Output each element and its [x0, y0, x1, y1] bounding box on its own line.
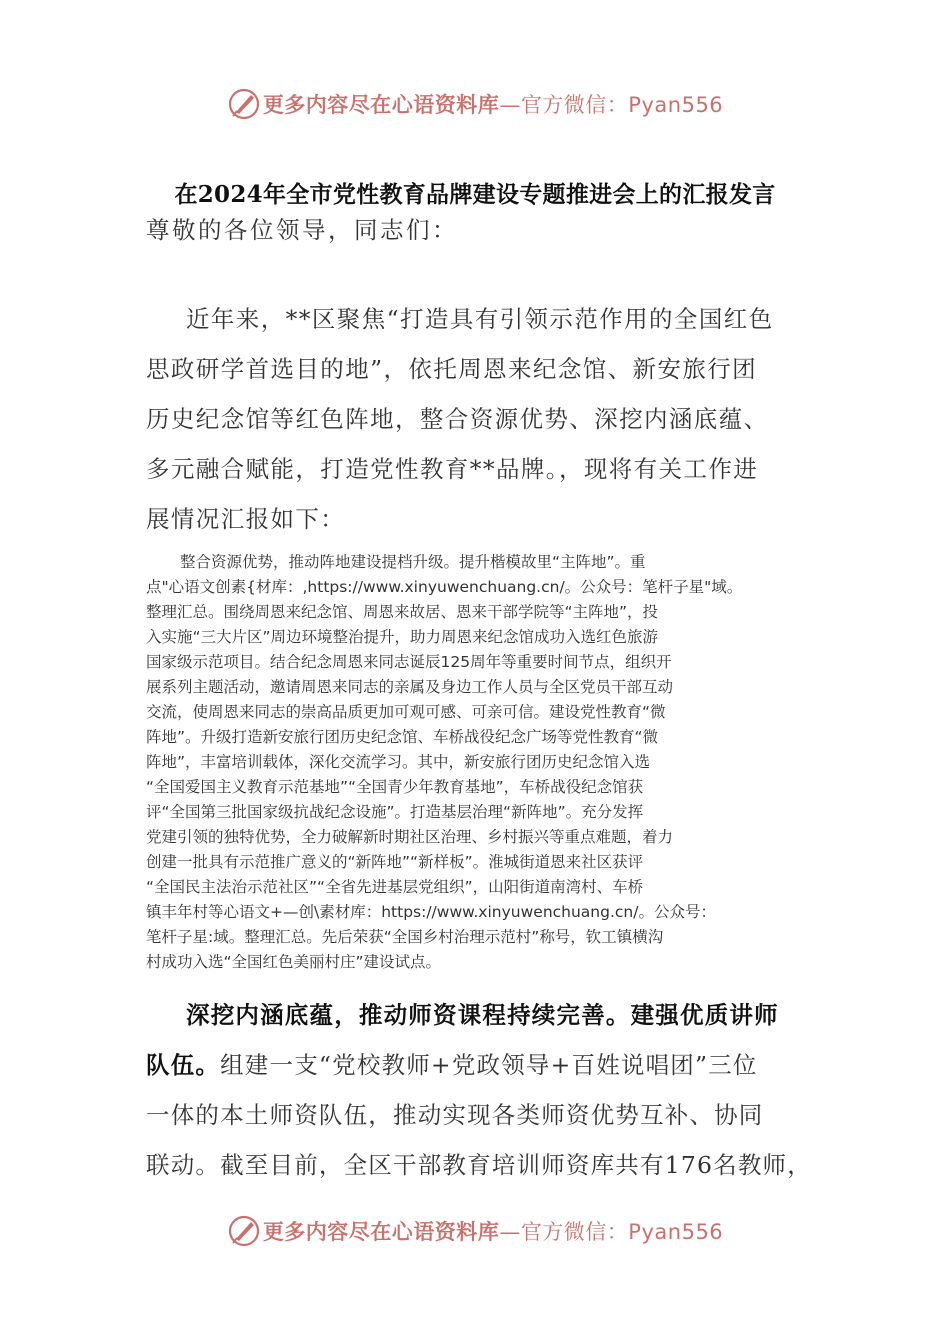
intro-line: 历史纪念馆等红色阵地，整合资源优势、深挖内涵底蕴、	[146, 405, 769, 433]
footer-banner	[0, 1211, 950, 1251]
intro-paragraph	[146, 294, 806, 544]
section-1-line: 党建引领的独特优势，全力破解新时期社区治理、乡村振兴等重点难题，着力	[146, 828, 674, 846]
section-1-line: 入实施“三大片区”周边环境整治提升，助力周恩来纪念馆成功入选红色旅游	[146, 628, 659, 646]
intro-line: 思政研学首选目的地”，依托周恩来纪念馆、新安旅行团	[146, 355, 758, 383]
section-1-line: 村成功入选“全国红色美丽村庄”建设试点。	[146, 953, 442, 971]
section-2-line: 联动。截至目前，全区干部教育培训师资库共有176名教师，	[146, 1151, 812, 1179]
banner-text: 更多内容尽在心语资料库—官方微信：Pyan556	[262, 1219, 724, 1244]
section-1-line: “全国爱国主义教育示范基地”“全国青少年教育基地”，车桥战役纪念馆获	[146, 778, 644, 796]
banner-text: 更多内容尽在心语资料库—官方微信：Pyan556	[262, 92, 724, 117]
section-1-line: 评“全国第三批国家级抗战纪念设施”。打造基层治理“新阵地”。充分发挥	[146, 803, 644, 821]
section-2-paragraph	[146, 990, 812, 1190]
section-1-line: 整理汇总。围绕周恩来纪念馆、周恩来故居、恩来干部学院等“主阵地”，投	[146, 603, 659, 621]
quill-logo-icon	[227, 87, 261, 121]
section-1-line: 点"心语文创素{材库：,https://www.xinyuwenchuang.cn/。公众号：笔杆子星"域。	[146, 578, 743, 596]
section-1-paragraph	[146, 550, 816, 975]
section-1-line: 展系列主题活动，邀请周恩来同志的亲属及身边工作人员与全区党员干部互动	[146, 678, 674, 696]
intro-line: 展情况汇报如下：	[146, 505, 346, 533]
section-1-line: 阵地”。升级打造新安旅行团历史纪念馆、车桥战役纪念广场等党性教育“微	[146, 728, 659, 746]
section-1-line: 笔杆子星:域。整理汇总。先后荣获“全国乡村治理示范村”称号，钦工镇横沟	[146, 928, 664, 946]
section-1-line: 创建一批具有示范推广意义的“新阵地”“新样板”。淮城街道恩来社区获评	[146, 853, 644, 871]
section-1-line: 整合资源优势，推动阵地建设提档升级。提升楷模故里“主阵地”。重	[180, 553, 646, 571]
header-banner	[0, 84, 950, 124]
intro-line: 近年来，**区聚焦“打造具有引领示范作用的全国红色	[186, 305, 774, 333]
section-1-line: 镇丰年村等心语文+—创\素材库：https://www.xinyuwenchuang.cn/。公众号：	[146, 903, 716, 921]
section-1-line: 阵地”，丰富培训载体，深化交流学习。其中，新安旅行团历史纪念馆入选	[146, 753, 651, 771]
quill-logo-icon	[227, 1214, 261, 1248]
section-2-line	[146, 1040, 806, 1090]
section-2-text: 组建一支“党校教师+党政领导+百姓说唱团”三位	[220, 1051, 758, 1079]
section-2-subheading: 队伍。	[146, 1051, 221, 1079]
salutation: 尊敬的各位领导，同志们：	[146, 216, 458, 244]
section-1-line: 国家级示范项目。结合纪念周恩来同志诞辰125周年等重要时间节点，组织开	[146, 653, 672, 671]
intro-line: 多元融合赋能，打造党性教育**品牌。，现将有关工作进	[146, 455, 759, 483]
section-2-line: 一体的本土师资队伍，推动实现各类师资优势互补、协同	[146, 1101, 764, 1129]
document-title: 在2024年全市党性教育品牌建设专题推进会上的汇报发言	[174, 181, 776, 208]
section-2-heading: 深挖内涵底蕴，推动师资课程持续完善。建强优质讲师	[186, 1001, 779, 1029]
section-1-line: “全国民主法治示范社区”“全省先进基层党组织”，山阳街道南湾村、车桥	[146, 878, 644, 896]
section-1-line: 交流，使周恩来同志的崇高品质更加可观可感、可亲可信。建设党性教育“微	[146, 703, 666, 721]
